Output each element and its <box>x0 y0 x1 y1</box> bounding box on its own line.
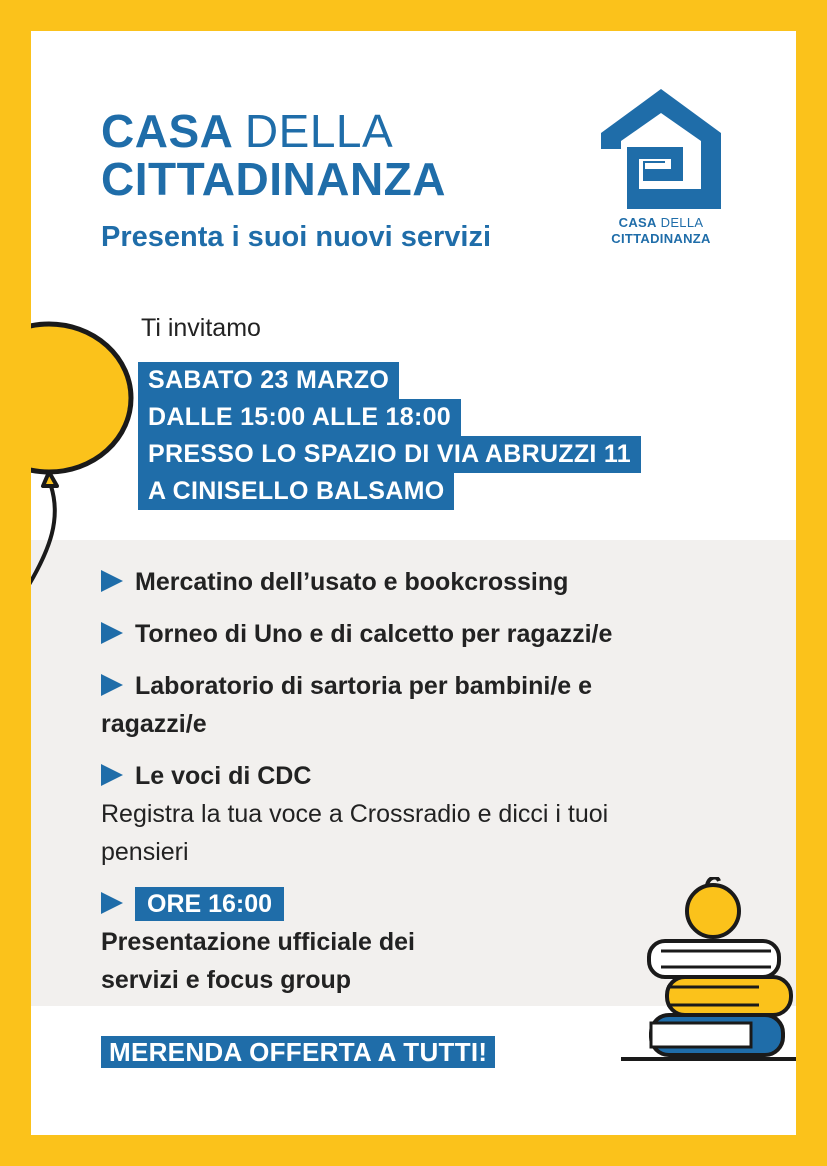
logo-text-cittadinanza: CITTADINANZA <box>611 231 711 246</box>
service-title: Laboratorio di sartoria per bambini/e e ragazzi/e <box>101 672 593 738</box>
logo-text <box>596 215 726 247</box>
subtitle: Presenta i suoi nuovi servizi <box>101 221 492 253</box>
title-della: DELLA <box>244 105 394 157</box>
title-cittadinanza: CITTADINANZA <box>101 153 446 205</box>
service-title: Le voci di CDC <box>135 762 312 790</box>
event-time: DALLE 15:00 ALLE 18:00 <box>138 399 461 436</box>
presentation-time-badge: ORE 16:00 <box>135 887 284 921</box>
logo-text-della: DELLA <box>660 215 704 230</box>
service-title: Mercatino dell’usato e bookcrossing <box>135 568 569 596</box>
logo <box>596 89 726 247</box>
invite-intro: Ti invitamo <box>141 314 261 342</box>
list-item <box>101 563 741 601</box>
flyer <box>31 31 796 1135</box>
list-item <box>101 615 741 653</box>
list-item <box>101 667 701 743</box>
books-apple-icon <box>621 877 796 1067</box>
play-arrow-icon <box>101 622 123 644</box>
event-city: A CINISELLO BALSAMO <box>138 473 454 510</box>
logo-text-casa: CASA <box>618 215 657 230</box>
service-desc: Registra la tua voce a Crossradio e dicci i tuoi pensieri <box>101 800 609 866</box>
page-title <box>101 107 446 203</box>
play-arrow-icon <box>101 892 123 914</box>
list-item <box>101 757 701 871</box>
event-details <box>138 362 641 510</box>
service-title: Torneo di Uno e di calcetto per ragazzi/e <box>135 620 613 648</box>
house-icon <box>601 89 721 209</box>
presentation-desc: Presentazione ufficiale dei servizi e focus group <box>101 928 415 994</box>
event-date: SABATO 23 MARZO <box>138 362 399 399</box>
play-arrow-icon <box>101 570 123 592</box>
merenda-banner: MERENDA OFFERTA A TUTTI! <box>101 1036 495 1068</box>
event-place: PRESSO LO SPAZIO DI VIA ABRUZZI 11 <box>138 436 641 473</box>
title-casa: CASA <box>101 105 232 157</box>
play-arrow-icon <box>101 764 123 786</box>
play-arrow-icon <box>101 674 123 696</box>
